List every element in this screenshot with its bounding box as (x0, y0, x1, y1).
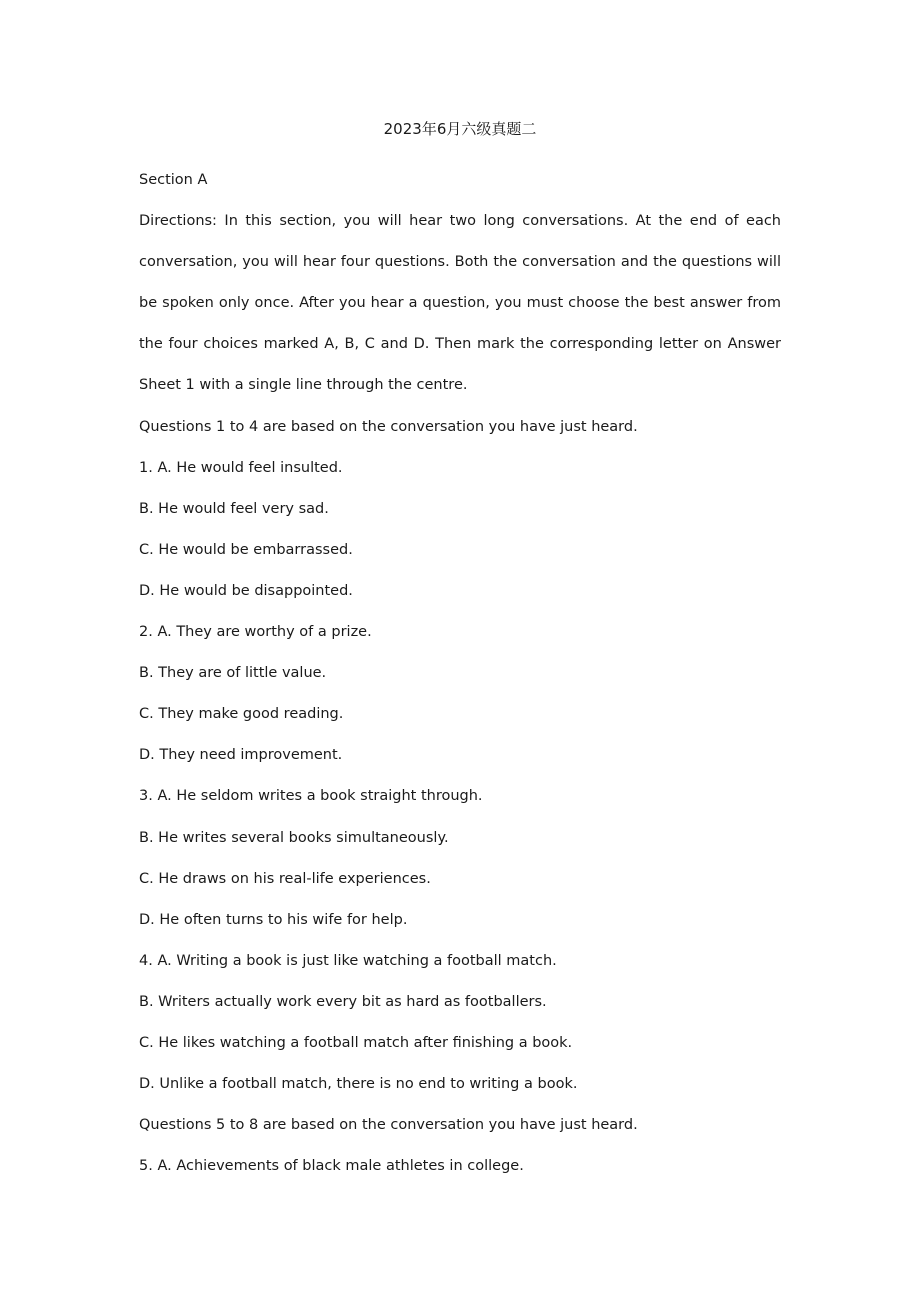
group1-intro: Questions 1 to 4 are based on the conversation you have just heard. (139, 418, 638, 435)
answer-option-q1-c: C. He would be embarrassed. (139, 541, 353, 558)
directions-paragraph: Directions: In this section, you will hear two long conversations. At the end of each conversation, you will hear four questions. Both the conversation and the questions will be spoken only once. After you hear a question, you must choose the best answer from the four choices marked A, B, C and D. Then mark the corresponding letter on Answer Sheet 1 with a single line through the centre. (139, 213, 781, 394)
answer-option-q2-a: 2. A. They are worthy of a prize. (139, 624, 372, 641)
answer-option-q4-c: C. He likes watching a football match after finishing a book. (139, 1034, 573, 1051)
answer-option-q2-b: B. They are of little value. (139, 665, 327, 682)
answer-option-q4-b: B. Writers actually work every bit as hard as footballers. (139, 993, 547, 1010)
answer-option-q3-b: B. He writes several books simultaneously. (139, 829, 449, 846)
answer-option-q2-c: C. They make good reading. (139, 706, 344, 723)
answer-option-q3-d: D. He often turns to his wife for help. (139, 911, 408, 928)
answer-option-q4-a: 4. A. Writing a book is just like watching a football match. (139, 952, 557, 969)
answer-option-q1-b: B. He would feel very sad. (139, 500, 329, 517)
document-title: 2023年6月六级真题二 (383, 120, 537, 138)
answer-option-q2-d: D. They need improvement. (139, 747, 343, 764)
section-heading: Section A (139, 172, 208, 188)
answer-option-q4-d: D. Unlike a football match, there is no end to writing a book. (139, 1076, 578, 1093)
answer-option-q3-a: 3. A. He seldom writes a book straight through. (139, 788, 483, 805)
document-body (139, 160, 781, 1187)
answer-option-q1-a: 1. A. He would feel insulted. (139, 459, 343, 476)
group2-intro: Questions 5 to 8 are based on the conversation you have just heard. (139, 1117, 638, 1134)
answer-option-q1-d: D. He would be disappointed. (139, 582, 353, 599)
answer-option-q3-c: C. He draws on his real-life experiences. (139, 870, 431, 887)
answer-option-q5-a: 5. A. Achievements of black male athletes in college. (139, 1158, 524, 1175)
